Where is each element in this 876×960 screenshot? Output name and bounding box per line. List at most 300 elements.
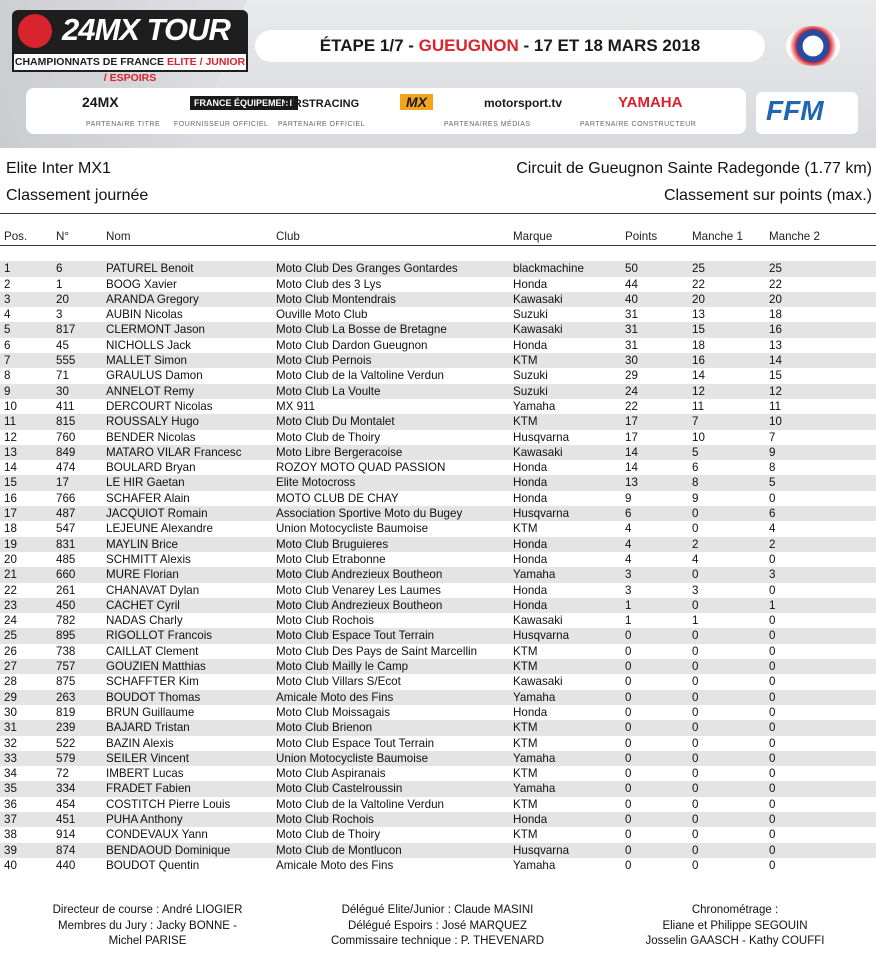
- cell-race-2: 9: [769, 445, 876, 460]
- cell-number: 3: [56, 308, 63, 322]
- results-table: [0, 229, 876, 873]
- cell-number: 819: [56, 705, 76, 719]
- cell-race-2: 25: [769, 261, 876, 276]
- header-spacer: [0, 246, 876, 262]
- cell-race-1: 13: [692, 308, 705, 322]
- cell-brand: Kawasaki: [513, 675, 563, 689]
- cell-club: Moto Club Etrabonne: [276, 552, 386, 566]
- stage-dates: - 17 ET 18 MARS 2018: [518, 36, 701, 55]
- cell-brand: Suzuki: [513, 384, 625, 399]
- cell-number: 815: [56, 414, 106, 429]
- cell-race-2: 10: [769, 414, 876, 429]
- cell-number: 334: [56, 781, 106, 796]
- cell-club: Moto Club Pernois: [276, 353, 513, 368]
- footer-line: Commissaire technique : P. THEVENARD: [330, 935, 545, 947]
- cell-number: 874: [56, 843, 106, 858]
- table-row: [0, 277, 876, 292]
- cell-pos: 26: [4, 644, 17, 658]
- event-banner: [0, 0, 876, 148]
- cell-points: 22: [625, 399, 638, 413]
- sponsor-caption: PARTENAIRE CONSTRUCTEUR: [580, 121, 697, 128]
- cell-brand: Yamaha: [513, 858, 556, 872]
- footer-line: Délégué Elite/Junior : Claude MASINI: [341, 904, 534, 916]
- cell-brand: KTM: [513, 644, 538, 658]
- cell-name: BOUDOT Quentin: [106, 858, 200, 872]
- cell-club: Amicale Moto des Fins: [276, 690, 513, 705]
- table-row: [0, 827, 876, 842]
- table-row: [0, 384, 876, 399]
- cell-pos: 34: [4, 767, 17, 781]
- cell-club: Moto Club Castelroussin: [276, 781, 513, 796]
- cell-brand: Husqvarna: [513, 506, 625, 521]
- 24mx-tour-logo: [12, 10, 248, 84]
- cell-number: 487: [56, 506, 106, 521]
- cell-pos: 1: [0, 261, 56, 276]
- cell-race-2: 0: [769, 705, 776, 719]
- cell-name: CHANAVAT Dylan: [106, 583, 200, 597]
- cell-points: 0: [625, 751, 692, 766]
- cell-club: Moto Club La Voulte: [276, 384, 513, 399]
- table-row: [0, 751, 876, 766]
- cell-race-1: 22: [692, 277, 705, 291]
- cell-brand: KTM: [513, 797, 538, 811]
- table-row: [0, 475, 876, 490]
- cell-points: 0: [625, 812, 692, 827]
- col-brand: Marque: [513, 230, 553, 243]
- cell-number: 261: [56, 583, 76, 597]
- table-row: [0, 674, 876, 689]
- col-race-2: Manche 2: [769, 230, 820, 243]
- cell-brand: Husqvarna: [513, 843, 625, 858]
- cell-race-1: 4: [692, 552, 699, 566]
- cell-name: LEJEUNE Alexandre: [106, 522, 213, 536]
- stage-label: ÉTAPE 1/7 -: [319, 36, 419, 55]
- sponsor-caption: FOURNISSEUR OFFICIEL: [174, 121, 269, 128]
- cell-race-2: 0: [769, 828, 776, 842]
- cell-club: Moto Club Rochois: [276, 614, 374, 628]
- sponsor-yamaha: YAMAHA: [618, 94, 683, 111]
- sponsor-24mx: 24MX: [82, 94, 119, 110]
- cell-pos: 3: [0, 292, 56, 307]
- stage-title: [255, 30, 765, 62]
- cell-number: 474: [56, 461, 76, 475]
- cell-club: Moto Club Rochois: [276, 812, 513, 827]
- cell-name: NICHOLLS Jack: [106, 338, 192, 352]
- logo-title: 24MX TOUR: [62, 12, 230, 47]
- cell-pos: 17: [0, 506, 56, 521]
- cell-race-2: 1: [769, 598, 876, 613]
- col-pos: Pos.: [4, 230, 28, 243]
- cell-club: Moto Club Moissagais: [276, 705, 391, 719]
- cell-pos: 13: [0, 445, 56, 460]
- cell-points: 0: [625, 767, 632, 781]
- cell-brand: Honda: [513, 812, 625, 827]
- table-row: [0, 858, 876, 873]
- cell-points: 3: [625, 567, 692, 582]
- cell-name: BOULARD Bryan: [106, 461, 196, 475]
- cell-pos: 25: [0, 628, 56, 643]
- cell-name: PUHA Anthony: [106, 812, 276, 827]
- cell-club: Union Motocycliste Baumoise: [276, 751, 513, 766]
- cell-brand: Honda: [513, 598, 625, 613]
- cell-points: 1: [625, 598, 692, 613]
- cell-points: 0: [625, 720, 692, 735]
- cell-name: CONDEVAUX Yann: [106, 828, 208, 842]
- table-row: [0, 307, 876, 322]
- cell-points: 17: [625, 414, 692, 429]
- table-row: [0, 338, 876, 353]
- col-club: Club: [276, 230, 300, 243]
- cell-race-2: 0: [769, 659, 876, 674]
- cell-name: BENDER Nicolas: [106, 430, 196, 444]
- cell-number: 817: [56, 322, 106, 337]
- cell-points: 0: [625, 644, 632, 658]
- cell-club: ROZOY MOTO QUAD PASSION: [276, 461, 446, 475]
- ffm-logo: [756, 92, 858, 134]
- cell-race-1: 0: [692, 828, 699, 842]
- cell-pos: 36: [4, 797, 17, 811]
- cell-club: Elite Motocross: [276, 475, 513, 490]
- table-row: [0, 491, 876, 506]
- cell-number: 450: [56, 598, 106, 613]
- cell-club: Moto Club de la Valtoline Verdun: [276, 369, 445, 383]
- cell-name: ANNELOT Remy: [106, 384, 276, 399]
- cell-name: PATUREL Benoit: [106, 261, 276, 276]
- cell-points: 13: [625, 475, 692, 490]
- table-row: [0, 583, 876, 598]
- cell-points: 14: [625, 445, 692, 460]
- championship-emblem-icon: [786, 26, 840, 66]
- sponsor-caption: PARTENAIRE OFFICIEL: [278, 121, 366, 128]
- cell-pos: 40: [4, 858, 17, 872]
- cell-race-1: 9: [692, 491, 699, 505]
- cell-brand: Suzuki: [513, 308, 548, 322]
- cell-race-2: 0: [769, 628, 876, 643]
- cell-race-2: 8: [769, 461, 776, 475]
- cell-brand: Honda: [513, 475, 625, 490]
- 24mx-logo-icon: [18, 14, 52, 48]
- cell-race-1: 0: [692, 858, 699, 872]
- cell-race-2: 0: [769, 797, 776, 811]
- cell-brand: Yamaha: [513, 751, 625, 766]
- cell-points: 4: [625, 537, 692, 552]
- cell-race-1: 3: [692, 583, 699, 597]
- cell-points: 9: [625, 491, 632, 505]
- cell-number: 760: [56, 430, 76, 444]
- cell-club: Moto Club Espace Tout Terrain: [276, 736, 435, 750]
- cell-points: 4: [625, 522, 632, 536]
- cell-number: 875: [56, 675, 76, 689]
- cell-name: BOOG Xavier: [106, 277, 177, 291]
- cell-club: Moto Club Andrezieux Boutheon: [276, 598, 513, 613]
- cell-brand: Honda: [513, 583, 548, 597]
- table-row: [0, 797, 876, 812]
- cell-brand: Honda: [513, 537, 625, 552]
- col-race-1: Manche 1: [692, 230, 743, 243]
- cell-brand: Honda: [513, 338, 548, 352]
- cell-points: 0: [625, 797, 632, 811]
- cell-race-1: 18: [692, 338, 705, 352]
- cell-points: 40: [625, 292, 692, 307]
- sponsor-motorsport-tv: motorsport.tv: [484, 96, 562, 110]
- col-number: N°: [56, 230, 70, 243]
- cell-race-2: 14: [769, 353, 876, 368]
- table-header-row: [0, 229, 876, 246]
- table-row: [0, 720, 876, 735]
- cell-pos: 16: [4, 491, 17, 505]
- cell-club: Moto Club Villars S/Ecot: [276, 675, 401, 689]
- cell-race-2: 0: [769, 614, 776, 628]
- cell-points: 24: [625, 384, 692, 399]
- cell-pos: 4: [4, 308, 11, 322]
- cell-name: LE HIR Gaetan: [106, 475, 276, 490]
- cell-number: 522: [56, 736, 76, 750]
- cell-club: Moto Club Des Pays de Saint Marcellin: [276, 644, 478, 658]
- cell-points: 1: [625, 614, 632, 628]
- cell-brand: blackmachine: [513, 261, 625, 276]
- ranking-mode: Classement sur points (max.): [663, 187, 872, 204]
- cell-race-2: 0: [769, 491, 776, 505]
- cell-brand: KTM: [513, 353, 625, 368]
- cell-club: Union Motocycliste Baumoise: [276, 522, 429, 536]
- cell-brand: Honda: [513, 277, 548, 291]
- table-row: [0, 430, 876, 445]
- table-row: [0, 368, 876, 383]
- cell-pos: 15: [0, 475, 56, 490]
- ffm-logo-text: FFM: [766, 95, 824, 126]
- table-row: [0, 644, 876, 659]
- cell-name: ARANDA Gregory: [106, 292, 276, 307]
- cell-race-2: 4: [769, 522, 776, 536]
- col-points: Points: [625, 230, 658, 243]
- cell-race-1: 0: [692, 567, 769, 582]
- cell-pos: 37: [0, 812, 56, 827]
- cell-race-2: 0: [769, 690, 876, 705]
- cell-brand: KTM: [513, 720, 625, 735]
- cell-race-2: 2: [769, 537, 876, 552]
- cell-pos: 11: [0, 414, 56, 429]
- cell-pos: 31: [0, 720, 56, 735]
- table-row: [0, 613, 876, 628]
- table-row: [0, 552, 876, 567]
- cell-race-2: 0: [769, 751, 876, 766]
- col-name: Nom: [106, 230, 131, 243]
- cell-race-2: 13: [769, 338, 782, 352]
- circuit-name: Circuit de Gueugnon Sainte Radegonde (1.77 km): [516, 160, 872, 177]
- cell-brand: KTM: [513, 522, 538, 536]
- cell-name: SCHAFER Alain: [106, 491, 190, 505]
- cell-name: AUBIN Nicolas: [106, 308, 183, 322]
- cell-name: RIGOLLOT Francois: [106, 628, 276, 643]
- footer-delegates: [310, 903, 565, 950]
- footer-line: Délégué Espoirs : José MARQUEZ: [348, 919, 527, 932]
- cell-pos: 22: [4, 583, 17, 597]
- cell-race-2: 0: [769, 843, 876, 858]
- cell-name: CLERMONT Jason: [106, 322, 276, 337]
- cell-race-1: 20: [692, 292, 769, 307]
- cell-pos: 29: [0, 690, 56, 705]
- logo-subtitle: [12, 52, 248, 84]
- cell-number: 411: [56, 399, 75, 413]
- cell-number: 71: [56, 369, 69, 383]
- cell-name: BOUDOT Thomas: [106, 690, 276, 705]
- cell-name: SCHMITT Alexis: [106, 552, 191, 566]
- cell-club: Moto Club de la Valtoline Verdun: [276, 797, 445, 811]
- cell-number: 6: [56, 261, 106, 276]
- cell-race-2: 16: [769, 322, 876, 337]
- cell-club: Moto Club Aspiranais: [276, 767, 386, 781]
- cell-name: CAILLAT Clement: [106, 644, 199, 658]
- cell-race-1: 0: [692, 644, 699, 658]
- cell-race-1: 0: [692, 598, 769, 613]
- cell-club: Moto Club de Montlucon: [276, 843, 513, 858]
- cell-number: 738: [56, 644, 76, 658]
- table-row: [0, 353, 876, 368]
- cell-pos: 18: [4, 522, 17, 536]
- cell-pos: 10: [4, 399, 17, 413]
- cell-brand: Honda: [513, 552, 548, 566]
- cell-club: Moto Club Dardon Gueugnon: [276, 338, 428, 352]
- cell-number: 454: [56, 797, 76, 811]
- table-row: [0, 705, 876, 720]
- footer-line: Eliane et Philippe SEGOUIN: [662, 919, 808, 932]
- cell-brand: KTM: [513, 828, 538, 842]
- cell-race-1: 0: [692, 781, 769, 796]
- sponsor-caption: PARTENAIRE TITRE: [86, 121, 161, 128]
- table-row: [0, 598, 876, 613]
- cell-race-1: 0: [692, 705, 699, 719]
- table-row: [0, 414, 876, 429]
- cell-points: 31: [625, 308, 638, 322]
- cell-race-1: 0: [692, 628, 769, 643]
- cell-race-2: 12: [769, 384, 876, 399]
- sponsor-france-equipement: FRANCE ÉQUIPEMENT: [190, 96, 298, 110]
- logo-subtitle-a: CHAMPIONNATS DE FRANCE: [14, 56, 167, 68]
- cell-club: Ouville Moto Club: [276, 308, 368, 322]
- cell-pos: 2: [4, 277, 11, 291]
- cell-number: 782: [56, 614, 76, 628]
- cell-brand: KTM: [513, 736, 538, 750]
- sponsor-firstracing: FIRSTRACING: [284, 98, 360, 110]
- cell-race-2: 0: [769, 675, 776, 689]
- cell-points: 31: [625, 322, 692, 337]
- table-row: [0, 766, 876, 781]
- cell-name: FRADET Fabien: [106, 781, 276, 796]
- cell-number: 766: [56, 491, 76, 505]
- cell-pos: 24: [4, 614, 17, 628]
- cell-name: GRAULUS Damon: [106, 369, 203, 383]
- table-row: [0, 843, 876, 858]
- cell-pos: 19: [0, 537, 56, 552]
- cell-points: 29: [625, 369, 638, 383]
- cell-points: 0: [625, 690, 692, 705]
- cell-race-1: 16: [692, 353, 769, 368]
- cell-number: 1: [56, 277, 63, 291]
- cell-name: SCHAFFTER Kim: [106, 675, 199, 689]
- cell-pos: 28: [4, 675, 17, 689]
- table-row: [0, 736, 876, 751]
- cell-race-1: 0: [692, 720, 769, 735]
- cell-brand: Kawasaki: [513, 614, 563, 628]
- cell-number: 485: [56, 552, 76, 566]
- cell-race-2: 0: [769, 812, 876, 827]
- cell-race-2: 6: [769, 506, 876, 521]
- cell-club: MX 911: [276, 399, 316, 413]
- cell-club: Moto Club La Bosse de Bretagne: [276, 322, 513, 337]
- cell-points: 0: [625, 858, 632, 872]
- cell-pos: 27: [0, 659, 56, 674]
- cell-race-1: 8: [692, 475, 769, 490]
- cell-pos: 23: [0, 598, 56, 613]
- cell-points: 17: [625, 430, 638, 444]
- table-row: [0, 521, 876, 536]
- cell-pos: 14: [4, 461, 17, 475]
- cell-race-1: 0: [692, 812, 769, 827]
- cell-pos: 30: [4, 705, 17, 719]
- footer-line: Michel PARISE: [108, 935, 187, 947]
- cell-number: 579: [56, 751, 106, 766]
- cell-pos: 6: [4, 338, 11, 352]
- cell-pos: 39: [0, 843, 56, 858]
- cell-brand: Husqvarna: [513, 628, 625, 643]
- results-body: [0, 246, 876, 874]
- cell-race-2: 0: [769, 767, 776, 781]
- cell-race-2: 0: [769, 644, 776, 658]
- cell-race-1: 10: [692, 430, 705, 444]
- cell-race-1: 1: [692, 614, 699, 628]
- cell-name: MAYLIN Brice: [106, 537, 276, 552]
- cell-name: ROUSSALY Hugo: [106, 414, 276, 429]
- table-row: [0, 781, 876, 796]
- cell-number: 849: [56, 445, 106, 460]
- cell-number: 20: [56, 292, 106, 307]
- cell-name: COSTITCH Pierre Louis: [106, 797, 231, 811]
- table-row: [0, 812, 876, 827]
- ranking-type: Classement journée: [6, 187, 149, 204]
- cell-club: Moto Club Venarey Les Laumes: [276, 583, 441, 597]
- cell-number: 72: [56, 767, 69, 781]
- cell-points: 0: [625, 736, 632, 750]
- footer-line: Chronométrage :: [691, 904, 779, 916]
- cell-brand: Yamaha: [513, 399, 556, 413]
- cell-points: 6: [625, 506, 692, 521]
- cell-number: 555: [56, 353, 106, 368]
- footer-line: Directeur de course : André LIOGIER: [52, 904, 243, 916]
- cell-club: Association Sportive Moto du Bugey: [276, 506, 513, 521]
- cell-race-1: 0: [692, 767, 699, 781]
- cell-number: 757: [56, 659, 106, 674]
- cell-race-2: 18: [769, 308, 782, 322]
- cell-number: 660: [56, 567, 106, 582]
- cell-race-1: 0: [692, 751, 769, 766]
- cell-club: Moto Club Andrezieux Boutheon: [276, 567, 513, 582]
- cell-club: Moto Club Montendrais: [276, 292, 513, 307]
- cell-name: NADAS Charly: [106, 614, 183, 628]
- cell-brand: Suzuki: [513, 369, 548, 383]
- cell-club: Moto Club des 3 Lys: [276, 277, 382, 291]
- cell-name: BRUN Guillaume: [106, 705, 195, 719]
- cell-race-2: 0: [769, 781, 876, 796]
- cell-number: 547: [56, 522, 76, 536]
- cell-number: 451: [56, 812, 106, 827]
- footer-line: Josselin GAASCH - Kathy COUFFI: [645, 935, 825, 947]
- cell-race-2: 0: [769, 552, 776, 566]
- cell-club: Moto Club Brienon: [276, 720, 513, 735]
- cell-points: 44: [625, 277, 638, 291]
- table-row: [0, 659, 876, 674]
- cell-points: 50: [625, 261, 692, 276]
- category-title: Elite Inter MX1: [6, 160, 111, 177]
